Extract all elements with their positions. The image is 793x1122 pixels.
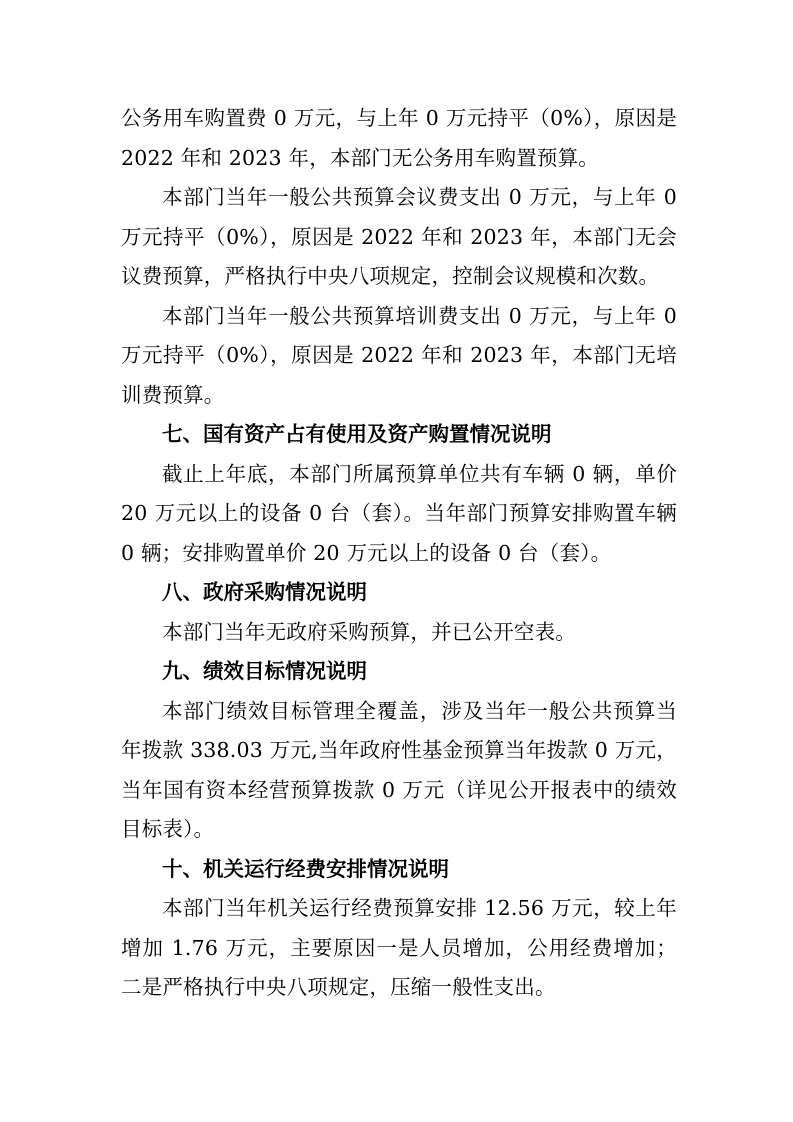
section-heading-operating-expenses: 十、机关运行经费安排情况说明 (162, 856, 449, 881)
document-body (121, 99, 677, 1008)
paragraph-performance-goals: 本部门绩效目标管理全覆盖，涉及当年一般公共预算当年拨款 338.03 万元,当年政府性基金预算当年拨款 0 万元，当年国有资本经营预算拨款 0 万元（详见公开报表中的绩效目标表）。 (121, 698, 677, 841)
paragraph-state-assets: 截止上年底，本部门所属预算单位共有车辆 0 辆，单价 20 万元以上的设备 0 台（套）。当年部门预算安排购置车辆 0 辆；安排购置单价 20 万元以上的设备 0 台（套）。 (121, 461, 677, 565)
paragraph-operating-expenses: 本部门当年机关运行经费预算安排 12.56 万元，较上年增加 1.76 万元，主要原因一是人员增加，公用经费增加；二是严格执行中央八项规定，压缩一般性支出。 (121, 896, 677, 999)
paragraph-meeting-fee: 本部门当年一般公共预算会议费支出 0 万元，与上年 0 万元持平（0%），原因是 2022 年和 2023 年，本部门无会议费预算，严格执行中央八项规定，控制会议规模和次数。 (121, 185, 677, 288)
section-heading-state-assets: 七、国有资产占有使用及资产购置情况说明 (162, 422, 552, 446)
paragraph-training-fee: 本部门当年一般公共预算培训费支出 0 万元，与上年 0 万元持平（0%），原因是 2022 年和 2023 年，本部门无培训费预算。 (121, 303, 677, 407)
section-heading-performance-goals: 九、绩效目标情况说明 (162, 659, 367, 683)
paragraph-vehicle-purchase: 公务用车购置费 0 万元，与上年 0 万元持平（0%），原因是 2022 年和 2023 年，本部门无公务用车购置预算。 (121, 106, 677, 170)
section-heading-government-procurement: 八、政府采购情况说明 (162, 580, 367, 604)
paragraph-government-procurement: 本部门当年无政府采购预算，并已公开空表。 (162, 619, 576, 644)
